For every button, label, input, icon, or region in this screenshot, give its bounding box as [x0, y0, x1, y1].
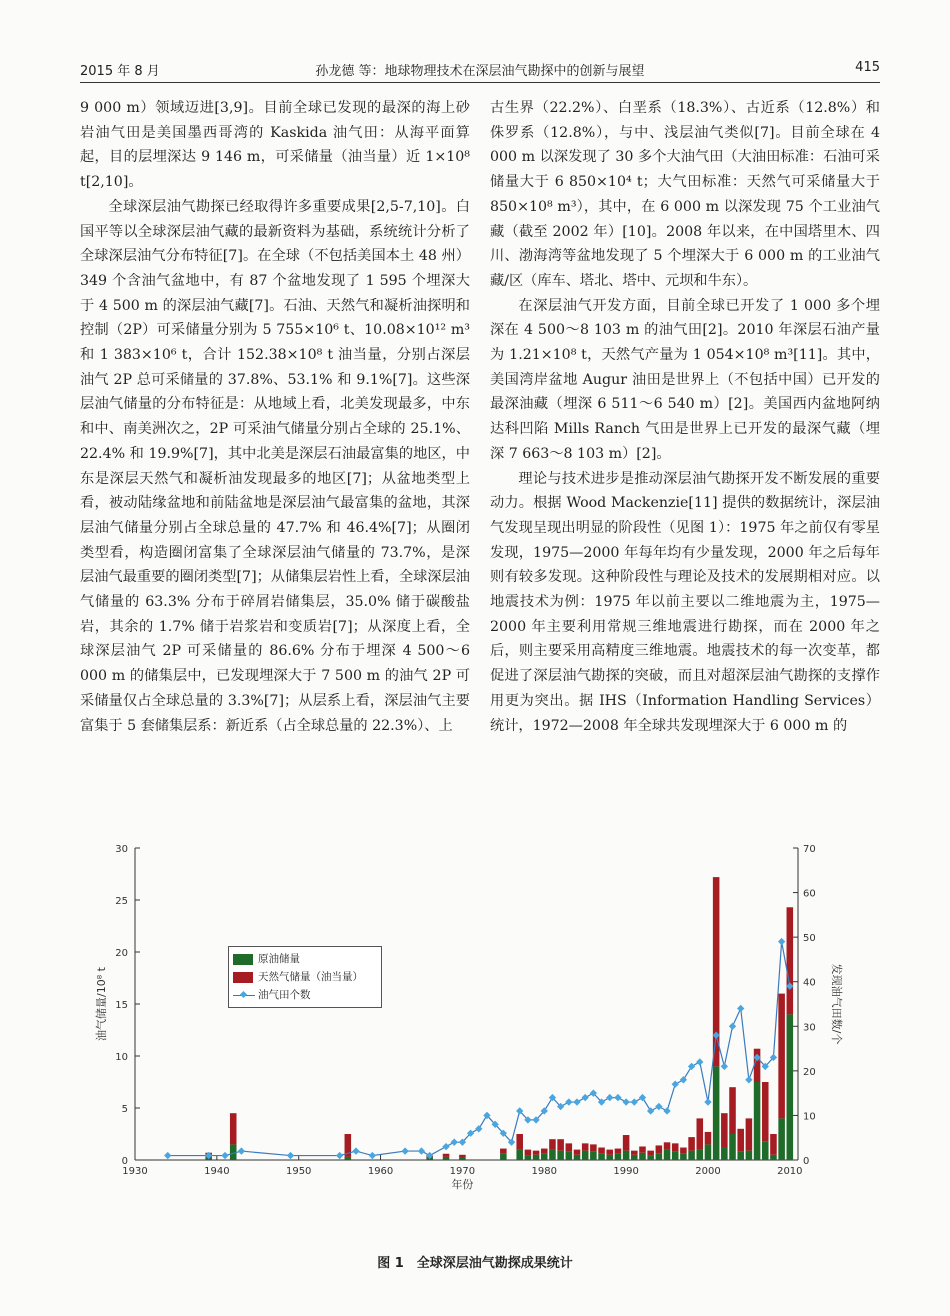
bar-oil [762, 1141, 769, 1160]
bar-oil [688, 1151, 695, 1160]
field-count-point [622, 1098, 629, 1105]
bar-oil [754, 1082, 761, 1160]
field-count-point [688, 1063, 695, 1070]
figure-1 [80, 838, 880, 1238]
bar-gas [566, 1143, 573, 1151]
field-count-point [287, 1152, 294, 1159]
bar-gas [623, 1135, 630, 1151]
bar-gas [762, 1082, 769, 1141]
field-count-point [639, 1094, 646, 1101]
y2-tick-label: 40 [803, 977, 816, 989]
bar-oil [516, 1150, 523, 1160]
field-count-point [647, 1107, 654, 1114]
legend-swatch-oil [233, 954, 253, 965]
x-tick-label: 1960 [367, 1166, 394, 1177]
bar-oil [606, 1155, 613, 1160]
paragraph: 理论与技术进步是推动深层油气勘探开发不断发展的重要动力。根据 Wood Mackenzie[11] 提供的数据统计，深层油气发现呈现出明显的阶段性（见图 1）：1975 年之前仅有零星发现，1975—2000 年每年均有少量发现，2000 年之后每年则有较多发现。这种阶段性与理论及技术的发展期相对应。以地震技术为例：1975 年以前主要以二维地震为主，1975—2000 年主要利用常规三维地震进行勘探，而在 2000 年之后，则主要采用高精度三维地震。地震技术的每一次变革，都促进了深层油气勘探的突破，而且对超深层油气勘探的支撑作用更为突出。据 IHS（Information Handling Services）统计，1972—2008 年全球共发现埋深大于 6 000 m 的 [490, 470, 880, 734]
field-count-point [238, 1147, 245, 1154]
running-header [80, 58, 880, 83]
paragraph: 在深层油气开发方面，目前全球已开发了 1 000 多个埋深在 4 500～8 103 m 的油气田[2]。2010 年深层石油产量为 1.21×10⁸ t，天然气产量为 1 054×10⁸ m³[11]。其中，美国湾岸盆地 Augur 油田是世界上（不包括中国）已开发的最深油藏（埋深 6 511～6 540 m）[2]。美国西内盆地阿纳达科凹陷 Mills Ranch 气田是世界上已开发的最深气藏（埋深 7 663～8 103 m）[2]。 [490, 297, 880, 462]
x-tick-label: 1940 [204, 1166, 230, 1177]
bar-oil [713, 1066, 720, 1160]
field-count-point [573, 1098, 580, 1105]
bar-gas [615, 1149, 622, 1154]
exploration-chart [80, 838, 880, 1238]
bar-gas [631, 1151, 638, 1155]
field-count-point [614, 1094, 621, 1101]
bar-oil [582, 1151, 589, 1160]
bar-oil [443, 1157, 450, 1160]
legend-label: 原油储量 [258, 953, 300, 965]
bar-oil [557, 1151, 564, 1160]
x-tick-label: 1950 [285, 1166, 312, 1177]
x-tick-label: 2000 [695, 1166, 721, 1177]
field-count-point [352, 1147, 359, 1154]
field-count-point [369, 1152, 376, 1159]
y-tick-label: 5 [121, 1104, 128, 1115]
field-count-point [729, 1023, 736, 1030]
bar-oil [615, 1154, 622, 1160]
bar-gas [664, 1142, 671, 1149]
x-tick-label: 1990 [613, 1166, 639, 1177]
issue-date: 2015 年 8 月 [80, 64, 160, 79]
bar-gas [516, 1134, 523, 1150]
y-tick-label: 0 [121, 1156, 128, 1167]
field-count-point [721, 1063, 728, 1070]
bar-oil [664, 1150, 671, 1160]
page-number: 415 [855, 60, 880, 75]
y2-tick-label: 0 [803, 1156, 810, 1167]
field-count-point [778, 938, 785, 945]
field-count-point [631, 1098, 638, 1105]
bar-oil [647, 1156, 654, 1160]
field-count-point [565, 1098, 572, 1105]
bar-gas [574, 1150, 581, 1155]
bar-oil [459, 1158, 466, 1160]
field-count-point [704, 1098, 711, 1105]
y2-tick-label: 10 [803, 1111, 816, 1123]
bar-gas [680, 1148, 687, 1154]
bar-oil [623, 1151, 630, 1160]
x-tick-label: 2010 [777, 1166, 803, 1177]
field-count-point [336, 1152, 343, 1159]
bar-gas [639, 1146, 646, 1152]
field-count-point [582, 1094, 589, 1101]
bar-oil [500, 1154, 507, 1160]
field-count-point [475, 1125, 482, 1132]
bar-oil [574, 1155, 581, 1160]
bar-gas [746, 1118, 753, 1150]
bar-gas [582, 1143, 589, 1150]
y-tick-label: 15 [115, 1000, 128, 1011]
bar-oil [778, 1118, 785, 1160]
bar-oil [705, 1144, 712, 1160]
bar-gas [443, 1154, 450, 1157]
legend-line-marker [233, 990, 255, 1001]
bar-gas [533, 1151, 540, 1155]
bar-oil [525, 1156, 532, 1160]
field-count-point [696, 1058, 703, 1065]
bar-oil [787, 1014, 794, 1160]
bar-gas [729, 1087, 736, 1134]
bar-oil [721, 1148, 728, 1160]
bar-gas [778, 994, 785, 1119]
field-count-point [672, 1081, 679, 1088]
field-count-point [737, 1005, 744, 1012]
bar-oil [656, 1154, 663, 1160]
bar-gas [500, 1149, 507, 1154]
bar-oil [737, 1152, 744, 1160]
bar-gas [525, 1150, 532, 1156]
y-tick-label: 30 [115, 844, 128, 855]
bar-gas [770, 1134, 777, 1155]
bar-oil [533, 1155, 540, 1160]
bar-gas [459, 1155, 466, 1158]
legend-label: 油气田个数 [258, 989, 311, 1001]
field-count-point [164, 1152, 171, 1159]
legend-label: 天然气储量（油当量） [258, 971, 363, 983]
x-tick-label: 1980 [531, 1166, 557, 1177]
x-axis-label: 年份 [451, 1178, 474, 1191]
y-tick-label: 10 [115, 1052, 128, 1063]
paragraph: 9 000 m）领域迈进[3,9]。目前全球已发现的最深的海上砂岩油气田是美国墨西哥湾的 Kaskida 油气田：从海平面算起，目的层埋深达 9 146 m，可采储量（油当量）近 1×10⁸ t[2,10]。 [80, 100, 470, 191]
legend-item-oil [233, 951, 300, 967]
bar-oil [672, 1152, 679, 1160]
bar-gas [590, 1144, 597, 1151]
bar-gas [549, 1139, 556, 1149]
bar-oil [541, 1154, 548, 1160]
legend-item-gas [233, 969, 363, 985]
left-column [80, 96, 470, 738]
field-count-point [418, 1147, 425, 1154]
y2-tick-label: 30 [803, 1022, 816, 1034]
bar-gas [230, 1113, 237, 1144]
right-column [490, 96, 880, 738]
y2-tick-label: 20 [803, 1066, 816, 1078]
running-title: 孙龙德 等：地球物理技术在深层油气勘探中的创新与展望 [315, 64, 645, 79]
bar-gas [672, 1143, 679, 1151]
bar-oil [598, 1154, 605, 1160]
field-count-point [451, 1138, 458, 1145]
y2-tick-label: 50 [803, 933, 816, 945]
bar-gas [737, 1129, 744, 1152]
bar-oil [549, 1150, 556, 1160]
field-count-point [663, 1107, 670, 1114]
bar-gas [557, 1139, 564, 1150]
x-tick-label: 1930 [122, 1166, 148, 1177]
bar-gas [705, 1132, 712, 1144]
bar-gas [606, 1150, 613, 1155]
bar-gas [647, 1151, 654, 1156]
field-count-point [745, 1076, 752, 1083]
bar-oil [770, 1155, 777, 1160]
bar-oil [680, 1154, 687, 1160]
bar-oil [345, 1157, 352, 1160]
figure-caption: 图 1 全球深层油气勘探成果统计 [377, 1256, 573, 1271]
bar-oil [639, 1153, 646, 1160]
y2-axis-label: 发现油气田数/个 [830, 963, 843, 1045]
bar-oil [566, 1152, 573, 1160]
y-tick-label: 25 [115, 896, 128, 907]
chart-legend [228, 946, 382, 1008]
legend-swatch-gas [233, 972, 253, 983]
bar-oil [631, 1155, 638, 1160]
y2-tick-label: 70 [803, 844, 816, 855]
bar-gas [787, 907, 794, 1014]
bar-gas [697, 1118, 704, 1149]
field-count-point [680, 1076, 687, 1083]
bar-oil [697, 1150, 704, 1160]
paragraph: 古生界（22.2%）、白垩系（18.3%）、古近系（12.8%）和侏罗系（12.8%），与中、浅层油气类似[7]。目前全球在 4 000 m 以深发现了 30 多个大油气田（大油田标准：石油可采储量大于 6 850×10⁴ t；大气田标准：天然气可采储量大于 850×10⁸ m³），其中，在 6 000 m 以深发现 75 个工业油气藏（截至 2002 年）[10]。2008 年以来，在中国塔里木、四川、渤海湾等盆地发现了 5 个埋深大于 6 000 m 的工业油气藏/区（库车、塔北、塔中、元坝和牛东）。 [490, 100, 880, 289]
bar-oil [590, 1152, 597, 1160]
y-axis-label: 油气储量/10⁸ t [95, 967, 108, 1041]
paragraph: 全球深层油气勘探已经取得许多重要成果[2,5-7,10]。白国平等以全球深层油气藏的最新资料为基础，系统统计分析了全球深层油气分布特征[7]。在全球（不包括美国本土 48 州）349 个含油气盆地中，有 87 个盆地发现了 1 595 个埋深大于 4 500 m 的深层油气藏[7]。石油、天然气和凝析油探明和控制（2P）可采储量分别为 5 755×10⁶ t、10.08×10¹² m³ 和 1 383×10⁶ t，合计 152.38×10⁸ t 油当量，分别占深层油气 2P 总可采储量的 37.8%、53.1% 和 9.1%[7]。这些深层油气储量的分布特征是：从地域上看，北美发现最多，中东和中、南美洲次之，2P 可采油气储量分别占全球的 25.1%、22.4% 和 19.9%[7]，其中北美是深层石油最富集的地区，中东是深层天然气和凝析油发现最多的地区[7]；从盆地类型上看，被动陆缘盆地和前陆盆地是深层油气最富集的盆地，其深层油气储量分别占全球总量的 47.7% 和 46.4%[7]；从圈闭类型看，构造圈闭富集了全球深层油气储量的 73.7%，是深层油气最重要的圈闭类型[7]；从储集层岩性上看，全球深层油气储量的 63.3% 分布于碎屑岩储集层，35.0% 储于碳酸盐岩，其余的 1.7% 储于岩浆岩和变质岩[7]；从深度上看，全球深层油气 2P 可采储量的 86.6% 分布于埋深 4 500～6 000 m 的储集层中，已发现埋深大于 7 500 m 的油气 2P 可采储量仅占全球总量的 3.3%[7]；从层系上看，深层油气主要富集于 5 套储集层系：新近系（占全球总量的 22.3%）、上 [80, 198, 470, 734]
bar-gas [541, 1149, 548, 1154]
field-count-point [442, 1143, 449, 1150]
y2-tick-label: 60 [803, 888, 816, 900]
bar-gas [598, 1148, 605, 1154]
field-count-point [655, 1103, 662, 1110]
field-count-point [606, 1094, 613, 1101]
y-tick-label: 20 [115, 948, 128, 959]
field-count-point [221, 1152, 228, 1159]
bar-gas [656, 1145, 663, 1153]
bar-oil [729, 1134, 736, 1160]
bar-gas [688, 1137, 695, 1151]
legend-item-count [233, 987, 311, 1003]
bar-oil [746, 1151, 753, 1160]
bar-gas [721, 1113, 728, 1147]
x-tick-label: 1970 [449, 1166, 476, 1177]
field-count-point [401, 1147, 408, 1154]
